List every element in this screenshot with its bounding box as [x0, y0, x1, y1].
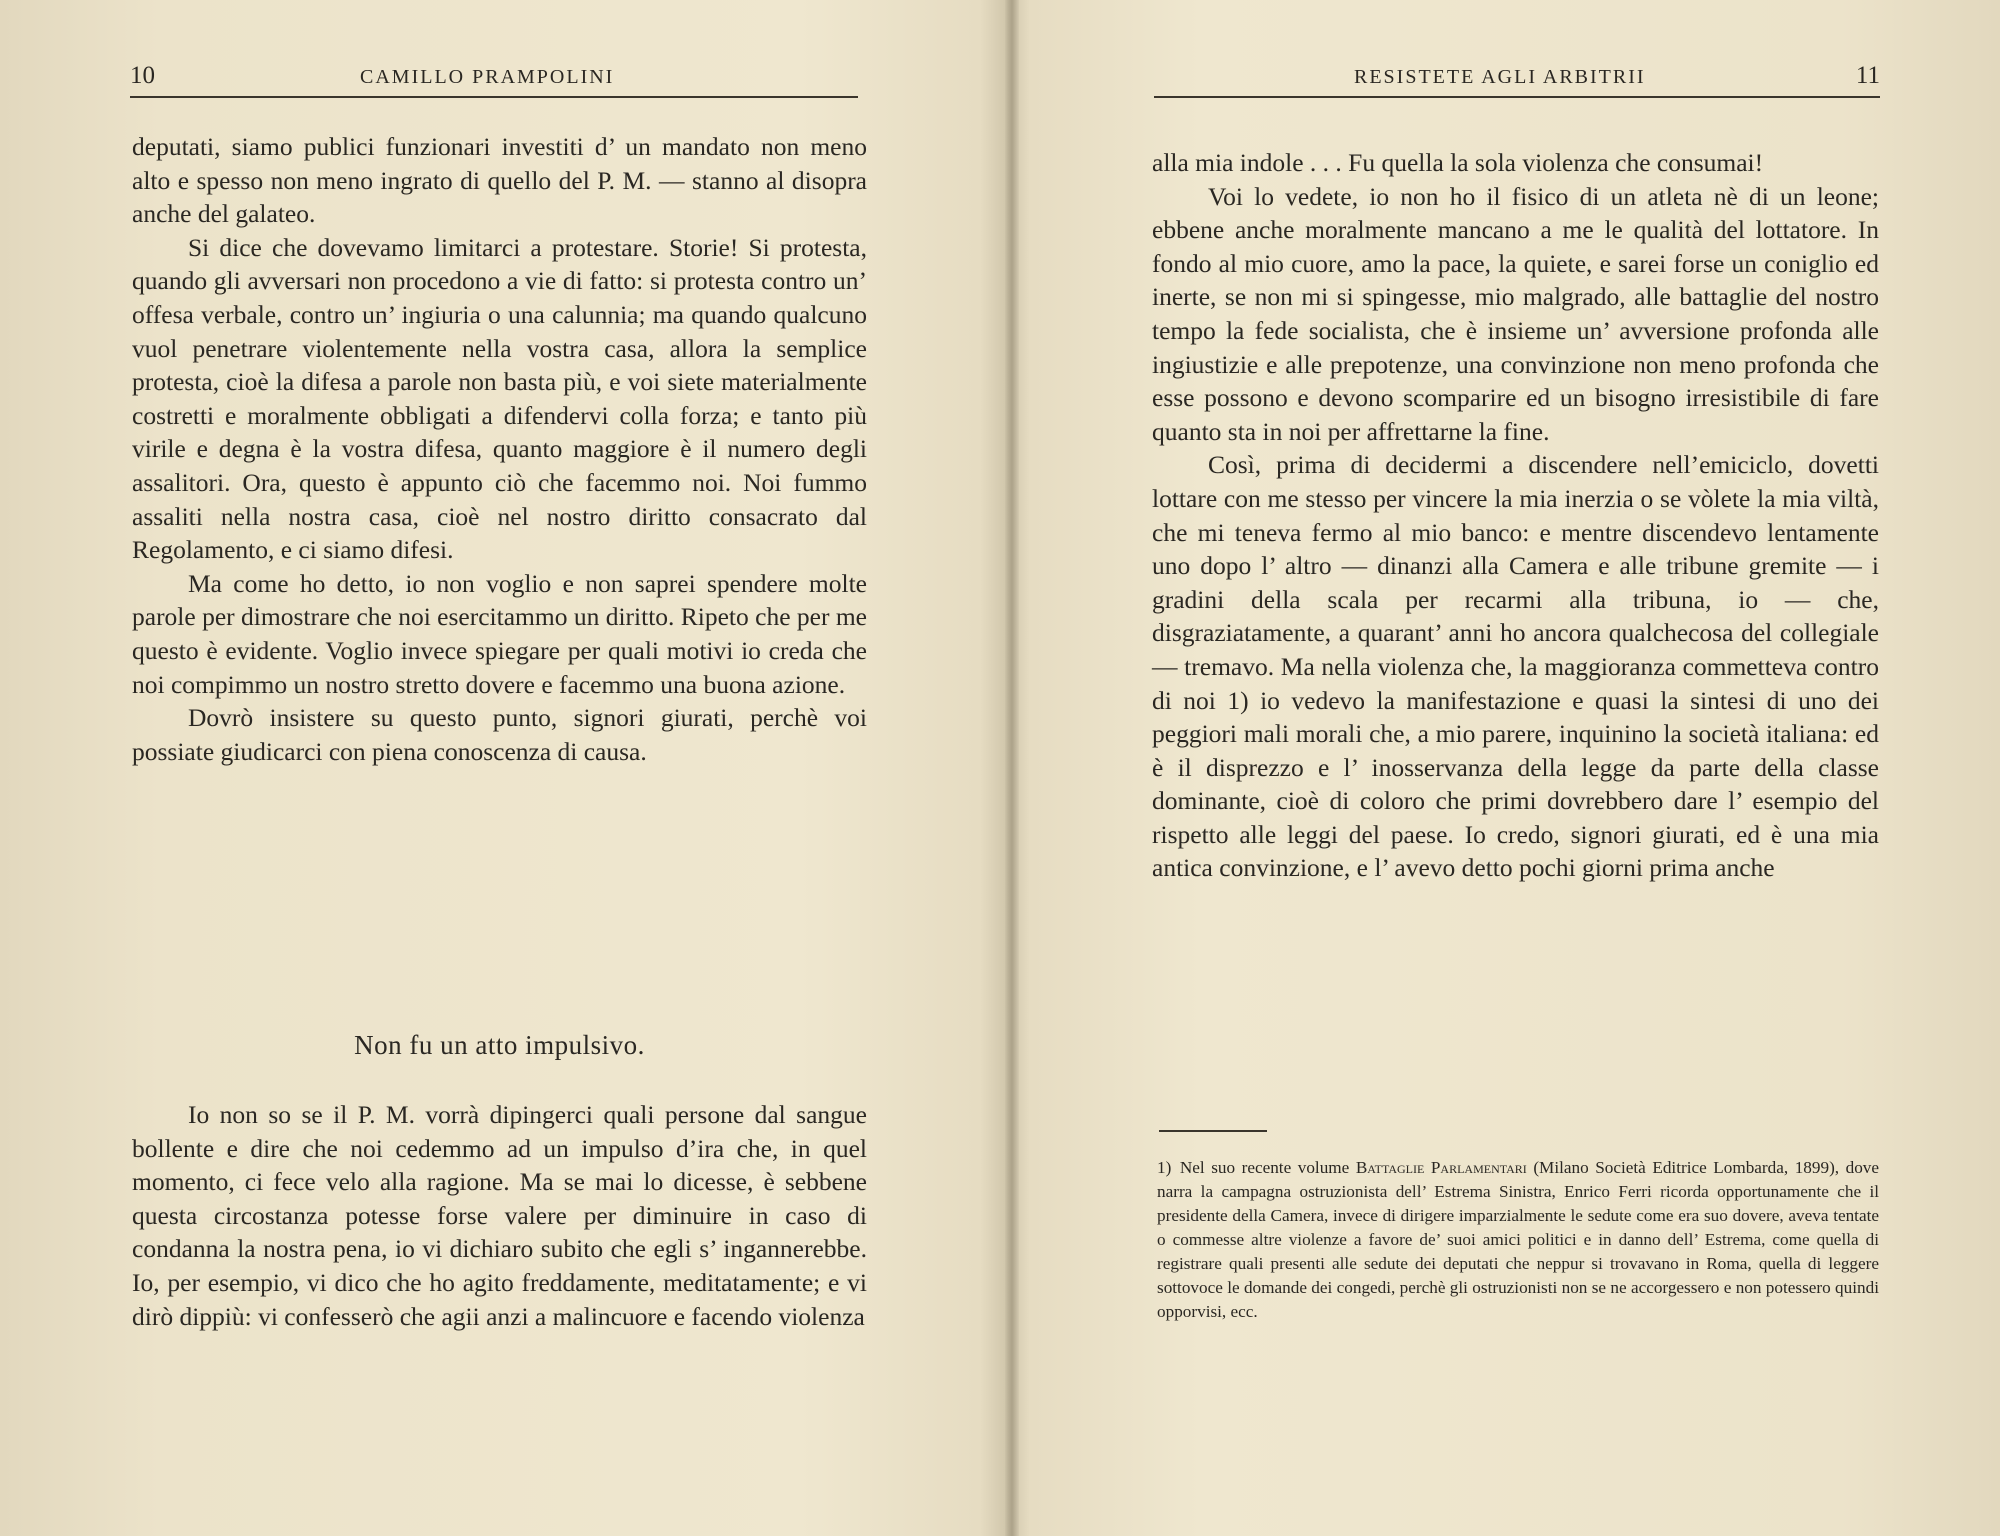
right-page-body — [1152, 146, 1879, 885]
footnote-text: (Milano Società Editrice Lombarda, 1899), dove narra la campagna ostruzionista dell’ Estrema Sinistra, Enrico Ferri ricorda opportunamente che il presidente della Camera, invece di dirigere imparzialmente le sedute come era suo dovere, aveva tentate o commesse altre violenze a favore de’ suoi amici politici e in danno dell’ Estrema, come quella di registrare quali presenti alle sedute dei deputati che neppur si trovavano in Roma, quella di leggere sottovoce le domande dei congedi, perchè gli ostruzionisti non se ne accorgessero e non potessero quindi opporvisi, ecc. — [1157, 1158, 1880, 1321]
paragraph: Si dice che dovevamo limitarci a protestare. Storie! Si protesta, quando gli avversari non procedono a vie di fatto: si protesta contro un’ offesa verbale, contro un’ ingiuria o una calunnia; ma quando qualcuno vuol penetrare violentemente nella vostra casa, allora la semplice protesta, cioè la difesa a parole non basta più, e voi siete materialmente costretti e moralmente obbligati a difendervi colla forza; e tanto più virile e degna è la vostra difesa, quanto maggiore è il numero degli assalitori. Ora, questo è appunto ciò che facemmo noi. Noi fummo assaliti nella nostra casa, cioè nel nostro diritto consacrato dal Regolamento, e ci siamo difesi. — [132, 232, 867, 565]
footnote — [1157, 1156, 1879, 1324]
footnote-book-title: Battaglie Parlamentari — [1355, 1158, 1527, 1177]
section-heading: Non fu un atto impulsivo. — [354, 1030, 645, 1060]
left-page-header — [130, 58, 858, 98]
paragraph: alla mia indole . . . Fu quella la sola violenza che consumai! — [1152, 148, 1764, 177]
page-number: 11 — [1855, 62, 1880, 89]
paragraph: Dovrò insistere su questo punto, signori giurati, perchè voi possiate giudicarci con piena conoscenza di causa. — [132, 703, 867, 766]
book-gutter — [1005, 0, 1019, 1536]
right-page-header — [1154, 58, 1880, 98]
footnote-marker: 1) — [1157, 1158, 1172, 1177]
paragraph: Ma come ho detto, io non voglio e non saprei spendere molte parole per dimostrare che noi esercitammo un diritto. Ripeto che per me questo è evidente. Voglio invece spiegare per quali motivi io creda che noi compimmo un nostro stretto dovere e facemmo una buona azione. — [132, 568, 867, 699]
left-page-body-continued — [132, 1098, 867, 1333]
footnote-rule — [1159, 1130, 1267, 1132]
footnote-text: Nel suo recente volume — [1179, 1158, 1350, 1177]
running-head: RESISTETE AGLI ARBITRII — [1354, 66, 1646, 88]
paragraph: Io non so se il P. M. vorrà dipingerci quali persone dal sangue bollente e dire che noi cedemmo ad un impulso d’ira che, in quel momento, ci fece velo alla ragione. Ma se mai lo dicesse, è sebbene questa circostanza potesse forse valere per diminuire in caso di condanna la nostra pena, io vi dichiaro subito che egli s’ ingannerebbe. Io, per esempio, vi dico che ho agito freddamente, meditatamente; e vi dirò dippiù: vi confesserò che agii anzi a malincuore e facendo violenza — [132, 1100, 867, 1331]
page-number: 10 — [130, 62, 155, 89]
paragraph: Voi lo vedete, io non ho il fisico di un atleta nè di un leone; ebbene anche moralmente mancano a me le qualità del lottatore. In fondo al mio cuore, amo la pace, la quiete, e sarei forse un coniglio ed inerte, se non mi si spingesse, mio malgrado, alle battaglie del nostro tempo la fede socialista, che è insieme un’ avversione profonda alle ingiustizie e alle prepotenze, una convinzione non meno profonda che esse possono e devono scomparire ed un bisogno irresistibile di fare quanto sta in noi per affrettarne la fine. — [1152, 181, 1879, 446]
paragraph: deputati, siamo publici funzionari investiti d’ un mandato non meno alto e spesso non meno ingrato di quello del P. M. — stanno al disopra anche del galateo. — [132, 132, 867, 229]
paragraph: Così, prima di decidermi a discendere nell’emiciclo, dovetti lottare con me stesso per vincere la mia inerzia o se vòlete la mia viltà, che mi teneva fermo al mio banco: e mentre discendevo lentamente uno dopo l’ altro — dinanzi alla Camera e alle tribune gremite — i gradini della scala per recarmi alla tribuna, io — che, disgraziatamente, a quarant’ anni ho ancora qualchecosa del collegiale — tremavo. Ma nella violenza che, la maggioranza commetteva contro di noi 1) io vedevo la manifestazione e quasi la sintesi di uno dei peggiori mali morali che, a mio parere, inquinino la società italiana: ed è il disprezzo e l’ inosservanza della legge da parte della classe dominante, cioè di coloro che primi dovrebbero dare l’ esempio del rispetto alle leggi del paese. Io credo, signori giurati, ed è una mia antica convinzione, e l’ avevo detto pochi giorni prima anche — [1152, 450, 1879, 883]
left-page-body — [132, 130, 867, 768]
right-page — [1019, 0, 2000, 1536]
running-head: CAMILLO PRAMPOLINI — [360, 66, 615, 88]
